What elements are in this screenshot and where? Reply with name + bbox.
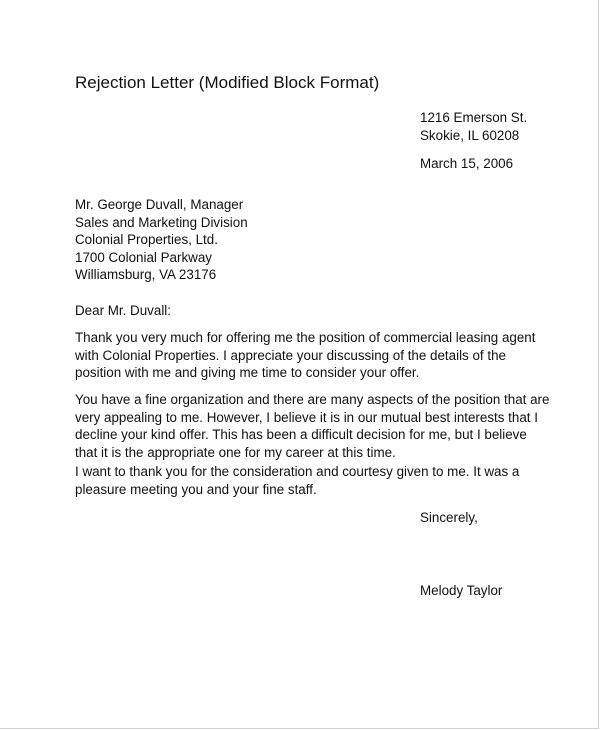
recipient-line: Sales and Marketing Division [75,214,248,230]
recipient-line: Williamsburg, VA 23176 [75,267,217,283]
paragraph-line: that it is the appropriate one for my career at this time. [75,444,396,460]
recipient-address [75,196,248,284]
closing: Sincerely, [420,510,478,525]
paragraph-line: decline your kind offer. This has been a difficult decision for me, but I believe [75,427,527,443]
paragraph-line: with Colonial Properties. I appreciate your discussing of the details of the [75,347,506,363]
body-paragraph-2 [75,391,549,461]
paragraph-line: very appealing to me. However, I believe it is in our mutual best interests that I [75,409,538,425]
sender-address-line: 1216 Emerson St. [420,110,528,125]
recipient-line: Colonial Properties, Ltd. [75,232,218,248]
sender-address [420,109,527,144]
paragraph-line: position with me and giving me time to consider your offer. [75,365,420,381]
paragraph-line: I want to thank you for the consideration and courtesy given to me. It was a [75,464,520,479]
letter-title: Rejection Letter (Modified Block Format) [75,73,380,92]
paragraph-line: pleasure meeting you and your fine staff. [75,481,317,497]
recipient-line: 1700 Colonial Parkway [75,249,212,265]
sender-address-line: Skokie, IL 60208 [420,127,520,143]
paragraph-line: Thank you very much for offering me the position of commercial leasing agent [75,330,536,345]
letter-date: March 15, 2006 [420,156,514,171]
salutation: Dear Mr. Duvall: [75,303,171,318]
body-paragraph-1 [75,329,535,382]
body-paragraph-3 [75,463,519,498]
paragraph-line: You have a fine organization and there are many aspects of the position that are [75,392,550,407]
recipient-line: Mr. George Duvall, Manager [75,197,244,212]
signature-name: Melody Taylor [420,583,503,598]
